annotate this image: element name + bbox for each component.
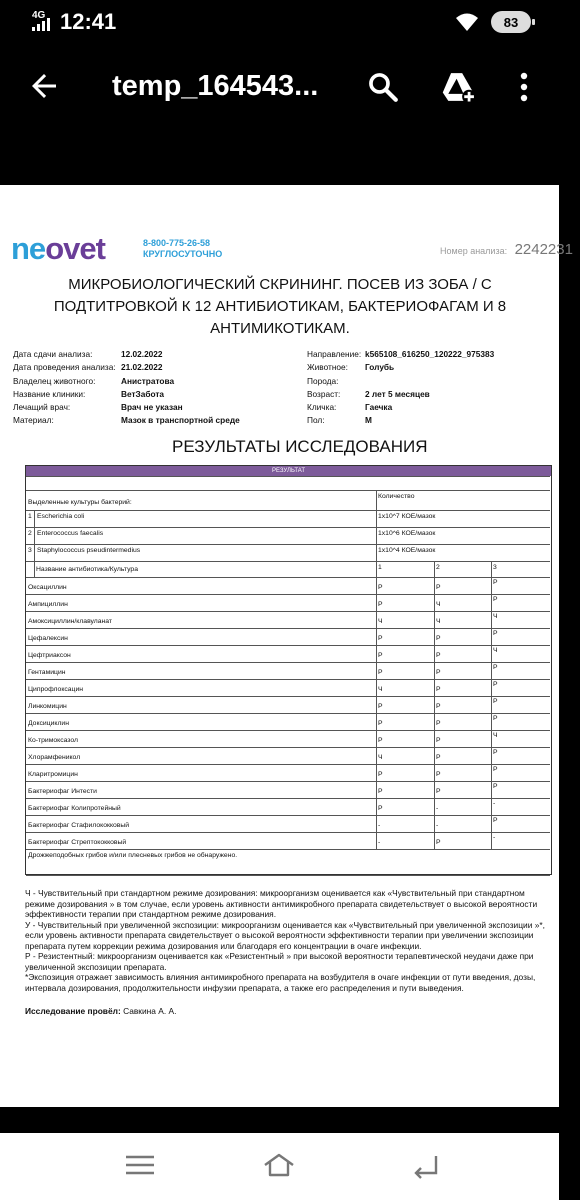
culture-name: Enterococcus faecalis [37, 530, 104, 537]
results-table [25, 465, 552, 875]
culture-name: Escherichia coli [37, 513, 85, 520]
wifi-icon [455, 12, 479, 32]
clinic-phone: 8-800-775-26-58 [143, 238, 211, 248]
table-rule [26, 561, 550, 562]
sensitivity-value: Ч [493, 613, 498, 620]
drug-header: Название антибиотика/Культура [36, 566, 138, 573]
sensitivity-value: Р [378, 584, 383, 591]
sensitivity-value: Р [493, 596, 498, 603]
table-rule [491, 561, 492, 849]
table-rule [26, 490, 550, 491]
table-rule [26, 679, 550, 680]
sensitivity-value: Ч [378, 618, 383, 625]
sensitivity-value: Р [378, 737, 383, 744]
system-nav-bar [0, 1133, 559, 1200]
results-title: РЕЗУЛЬТАТЫ ИССЛЕДОВАНИЯ [172, 437, 428, 456]
info-value: Анистратова [121, 375, 175, 386]
table-footer: Дрожжеподобных грибов и/или плесневых грибов не обнаружено. [28, 852, 238, 859]
info-label: Дата сдачи анализа: [13, 349, 93, 359]
info-value: 21.02.2022 [121, 362, 163, 373]
info-row [307, 415, 559, 428]
logo-part: ne [11, 231, 46, 266]
network-type: 4G [32, 10, 46, 21]
info-value: Мазок в транспортной среде [121, 415, 240, 426]
quantity-label: Количество [378, 493, 415, 500]
drug-name: Доксициклин [28, 720, 69, 727]
sensitivity-value: Р [436, 686, 441, 693]
drug-name: Линкомицин [28, 703, 67, 710]
info-left [13, 349, 293, 429]
sensitivity-value: Р [436, 771, 441, 778]
info-label: Название клиники: [13, 388, 86, 399]
status-time: 12:41 [60, 9, 117, 34]
sensitivity-value: Р [378, 771, 383, 778]
table-rule [26, 510, 550, 511]
info-value: Голубь [365, 362, 395, 373]
table-rule [26, 628, 550, 629]
sensitivity-value: Р [493, 817, 498, 824]
sensitivity-value: Р [378, 805, 383, 812]
sensitivity-value: - [493, 834, 496, 841]
sensitivity-value: Р [493, 715, 498, 722]
table-rule [434, 561, 435, 849]
drug-name: Оксациллин [28, 584, 67, 591]
sensitivity-value: Р [378, 669, 383, 676]
sensitivity-value: - [378, 839, 381, 846]
info-value: Гаечка [365, 402, 393, 413]
sensitivity-value: Ч [493, 647, 498, 654]
drug-name: Ампициллин [28, 601, 68, 608]
table-rule [376, 490, 377, 561]
table-rule [26, 696, 550, 697]
analysis-number: 2242231 [514, 241, 573, 258]
signed-label: Исследование провёл: [25, 1006, 121, 1016]
back-icon[interactable] [408, 1150, 444, 1180]
sensitivity-value: Р [436, 754, 441, 761]
sensitivity-value: Р [378, 652, 383, 659]
drug-name: Хлорамфеникол [28, 754, 81, 761]
battery-indicator: 83 [491, 11, 531, 33]
column-header: 3 [493, 564, 497, 571]
legend-note: Р - Резистентный: микроорганизм оценивается как «Резистентный » при высокой вероятности терапевтической неудачи даже при увеличенной экспозиции препарата. [25, 951, 534, 972]
results-table-header: РЕЗУЛЬТАТ [26, 466, 551, 476]
legend-notes [25, 888, 555, 993]
table-rule [26, 798, 550, 799]
table-rule [26, 594, 550, 595]
info-row [307, 349, 559, 362]
sensitivity-value: Ч [378, 754, 383, 761]
neovet-logo: neovet [11, 231, 105, 266]
drug-name: Бактериофаг Стафилококковый [28, 822, 130, 829]
info-value: k565108_616250_120222_975383 [365, 349, 495, 359]
drug-name: Ко-тримоксазол [28, 737, 78, 744]
table-rule [26, 747, 550, 748]
signed-by: Савкина А. А. [123, 1006, 177, 1016]
table-rule [26, 713, 550, 714]
drug-name: Цефтриаксон [28, 652, 71, 659]
back-arrow-icon[interactable] [26, 68, 62, 104]
sensitivity-value: Р [436, 737, 441, 744]
culture-quantity: 1x10^7 КОЕ/мазок [378, 513, 436, 520]
sensitivity-value: - [493, 800, 496, 807]
info-label: Направление: [307, 349, 362, 359]
column-header: 2 [436, 564, 440, 571]
info-value: М [365, 415, 372, 426]
drug-name: Бактериофаг Колипротейный [28, 805, 121, 812]
sensitivity-value: - [436, 805, 439, 812]
info-right [307, 349, 559, 429]
info-row [13, 349, 293, 362]
info-value: 12.02.2022 [121, 349, 163, 359]
sensitivity-value: Р [436, 584, 441, 591]
home-icon[interactable] [261, 1150, 297, 1180]
sensitivity-value: Р [436, 839, 441, 846]
sensitivity-value: Ч [436, 618, 441, 625]
info-row [13, 376, 293, 389]
table-rule [26, 815, 550, 816]
legend-note: У - Чувствительный при увеличенной экспозиции: микроорганизм оценивается как «Чувствительный при увеличенной экспозиции »*, если уровень активности препарата свидетельствует о высокой вероятности эффективности терапии при увеличении экспозиции препарата путем коррекции режима дозирования или благодаря его концентрации в очаге инфекции. [25, 919, 545, 951]
sensitivity-value: - [378, 822, 381, 829]
info-label: Материал: [13, 415, 54, 426]
info-label: Владелец животного: [13, 375, 96, 386]
sensitivity-value: Р [436, 669, 441, 676]
sensitivity-value: Р [493, 698, 498, 705]
sensitivity-value: Р [436, 703, 441, 710]
info-label: Возраст: [307, 388, 341, 399]
cultures-label: Выделенные культуры бактерий: [28, 499, 132, 506]
search-icon[interactable] [366, 70, 400, 104]
sensitivity-value: Ч [436, 601, 441, 608]
app-bar [0, 44, 559, 132]
info-label: Дата проведения анализа: [13, 362, 116, 373]
info-label: Животное: [307, 362, 348, 373]
cell-signal-icon [30, 10, 58, 34]
table-rule [26, 781, 550, 782]
info-row [13, 402, 293, 415]
info-value: 2 лет 5 месяцев [365, 388, 430, 399]
info-row [307, 362, 559, 375]
info-label: Лечащий врач: [13, 402, 71, 413]
drug-name: Цефалексин [28, 635, 68, 642]
info-value: ВетЗабота [121, 388, 165, 399]
table-rule [26, 527, 550, 528]
sensitivity-value: Р [493, 630, 498, 637]
drug-name: Гентамицин [28, 669, 66, 676]
sensitivity-value: Р [493, 579, 498, 586]
sensitivity-value: Р [493, 749, 498, 756]
sensitivity-value: Р [493, 783, 498, 790]
drug-name: Бактериофаг Интести [28, 788, 97, 795]
sensitivity-value: Р [378, 788, 383, 795]
status-bar [0, 0, 559, 44]
info-row [13, 362, 293, 375]
table-rule [26, 832, 550, 833]
sensitivity-value: Р [493, 664, 498, 671]
menu-icon[interactable] [122, 1150, 158, 1180]
table-rule [26, 645, 550, 646]
legend-note: Ч - Чувствительный при стандартном режиме дозирования: микроорганизм оценивается как «Чувствительный при стандартном режиме дозирования » в том случае, если уровень активности антимикробного препарата свидетельствует о высокой вероятности эффективности терапии при стандартном режиме дозирования. [25, 888, 538, 919]
table-rule [26, 730, 550, 731]
info-row [307, 376, 559, 389]
table-rule [26, 577, 550, 578]
info-value: Врач не указан [121, 402, 183, 413]
sensitivity-value: Р [436, 788, 441, 795]
signed-line [25, 1006, 176, 1016]
drug-name: Бактериофаг Стрептококковый [28, 839, 127, 846]
sensitivity-value: Р [436, 652, 441, 659]
sensitivity-value: Р [436, 635, 441, 642]
report-title: МИКРОБИОЛОГИЧЕСКИЙ СКРИНИНГ. ПОСЕВ ИЗ ЗОБА / С ПОДТИТРОВКОЙ К 12 АНТИБИОТИКАМ, БАКТЕРИОФАГАМ И 8 АНТИМИКОТИКАМ. [53, 276, 507, 337]
sensitivity-value: Р [378, 601, 383, 608]
sensitivity-value: Ч [493, 732, 498, 739]
drug-name: Кларитромицин [28, 771, 78, 778]
column-header: 1 [378, 564, 382, 571]
table-rule [34, 561, 35, 577]
sensitivity-value: Ч [378, 686, 383, 693]
sensitivity-value: Р [378, 703, 383, 710]
table-rule [34, 510, 35, 561]
table-rule [26, 476, 550, 477]
table-rule [26, 611, 550, 612]
culture-quantity: 1x10^4 КОЕ/мазок [378, 547, 436, 554]
info-row [13, 415, 293, 428]
drive-add-icon[interactable] [440, 70, 476, 104]
info-label: Пол: [307, 415, 325, 426]
sensitivity-value: Р [378, 635, 383, 642]
info-label: Порода: [307, 375, 339, 386]
sensitivity-value: Р [378, 720, 383, 727]
info-label: Кличка: [307, 402, 337, 413]
table-rule [26, 662, 550, 663]
document-title: temp_164543... [112, 70, 319, 102]
clinic-phone-block [143, 238, 222, 260]
culture-index: 1 [28, 513, 32, 520]
sensitivity-value: Р [493, 766, 498, 773]
culture-name: Staphylococcus pseudintermedius [37, 547, 141, 554]
clinic-hours: КРУГЛОСУТОЧНО [143, 249, 223, 259]
sensitivity-value: - [436, 822, 439, 829]
culture-index: 2 [28, 530, 32, 537]
culture-quantity: 1x10^6 КОЕ/мазок [378, 530, 436, 537]
analysis-number-block [440, 241, 580, 259]
more-vert-icon[interactable] [514, 70, 534, 104]
table-rule [26, 849, 550, 850]
legend-note: *Экспозиция отражает зависимость влияния антимикробного препарата на возбудителя в очаге инфекции от пути введения, дозы, интервала дозирования, продолжительности инфузии препарата, а также его распределения и пути выведения. [25, 972, 536, 993]
analysis-number-label: Номер анализа: [440, 246, 508, 256]
sensitivity-value: Р [493, 681, 498, 688]
info-row [307, 389, 559, 402]
culture-index: 3 [28, 547, 32, 554]
document-page[interactable] [0, 185, 573, 1107]
sensitivity-value: Р [436, 720, 441, 727]
table-rule [376, 561, 377, 849]
drug-name: Ципрофлоксацин [28, 686, 84, 693]
info-row [307, 402, 559, 415]
table-rule [26, 544, 550, 545]
info-row [13, 389, 293, 402]
table-rule [26, 875, 550, 876]
table-rule [26, 764, 550, 765]
drug-name: Амоксициллин/клавуланат [28, 618, 113, 625]
